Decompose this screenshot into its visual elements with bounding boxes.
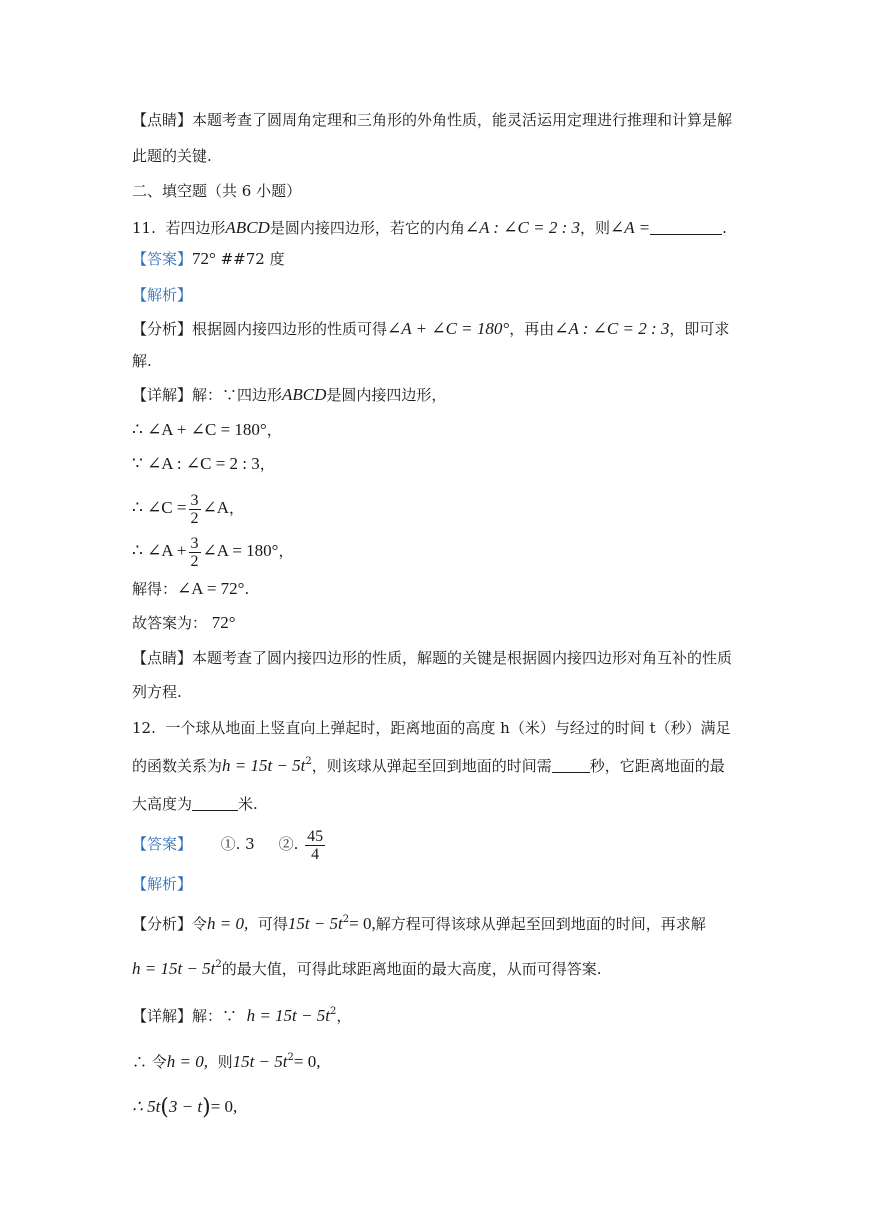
analysis-tag: 【解析】 [132, 286, 193, 304]
remark-line [132, 110, 769, 130]
question-12-line: 的函数关系为$h = 15t - 5t^2$，则该球从弹起至回到地面的时间需 秒，它距离地面的最 [132, 756, 725, 775]
answer-line: 【答案】72° ##72 度 [132, 249, 285, 268]
answer-line: 【答案】 ①. 3 ②. $\frac{45}{4}$ [132, 827, 324, 863]
remark-line: 列方程. [132, 683, 182, 701]
detail-step: 故答案为： 72° [132, 613, 236, 632]
answer-blank [650, 220, 722, 235]
answer-tag: 【答案】 [132, 250, 193, 268]
detail-step: ∴ 令h = 0, 则$15t - 5t^2= 0$, [132, 1052, 321, 1071]
detail-step: ∴ ∠A + $\frac{3}{2}$ ∠A = 180°， [132, 534, 294, 570]
detail-step: ∴ ∠C = $\frac{3}{2}$ ∠A， [132, 491, 245, 527]
fraction: $\frac{3}{2}$ [190, 534, 199, 570]
detail-step: ∵ ∠A : ∠C = 2 : 3， [132, 454, 275, 473]
question-12: 12. 一个球从地面上竖直向上弹起时，距离地面的高度 h（米）与经过的时间 t（秒）满足 [132, 719, 731, 737]
detail-step: ∴ 5t(3 − t)= 0, [132, 1095, 238, 1120]
question-12-line: 大高度为 米. [132, 795, 258, 813]
fraction: $\frac{45}{4}$ [307, 827, 324, 863]
question-11: 11. 若四边形ABCD是圆内接四边形，若它的内角∠A : ∠C = 2 : 3，则∠A = . [132, 218, 727, 237]
remark-line: 【点睛】本题考查了圆内接四边形的性质，解题的关键是根据圆内接四边形对角互补的性质 [132, 649, 733, 667]
remark-text: 此题的关键. [132, 147, 212, 165]
answer-blank [192, 796, 238, 811]
analysis-line: 解. [132, 352, 152, 370]
analysis-line: 【分析】根据圆内接四边形的性质可得∠A + ∠C = 180°，再由∠A : ∠C = 2 : 3，即可求 [132, 319, 730, 338]
analysis-tag: 【解析】 [132, 875, 193, 893]
answer-blank [552, 758, 590, 773]
detail-step: 解得：∠A = 72°. [132, 579, 250, 598]
detail-line: 【详解】解：∵四边形ABCD是圆内接四边形， [132, 385, 447, 404]
remark-tag: 【点睛】 [132, 111, 193, 129]
remark-text: 本题考查了圆周角定理和三角形的外角性质，能灵活运用定理进行推理和计算是解 [192, 111, 733, 129]
detail-step: ∴ ∠A + ∠C = 180°， [132, 420, 282, 439]
analysis-line: 【分析】令h = 0, 可得$15t - 5t^2= 0$,解方程可得该球从弹起至回到地面的时间，再求解 [132, 914, 706, 933]
remark-line [132, 146, 769, 166]
fraction: $\frac{3}{2}$ [190, 491, 199, 527]
section-title: 二、填空题（共 6 小题） [132, 182, 302, 200]
analysis-line: $h = 15t - 5t^2$的最大值，可得此球距离地面的最大高度，从而可得答案. [132, 959, 602, 978]
detail-line: 【详解】解：∵ $h = 15t - 5t^2$， [132, 1006, 352, 1025]
